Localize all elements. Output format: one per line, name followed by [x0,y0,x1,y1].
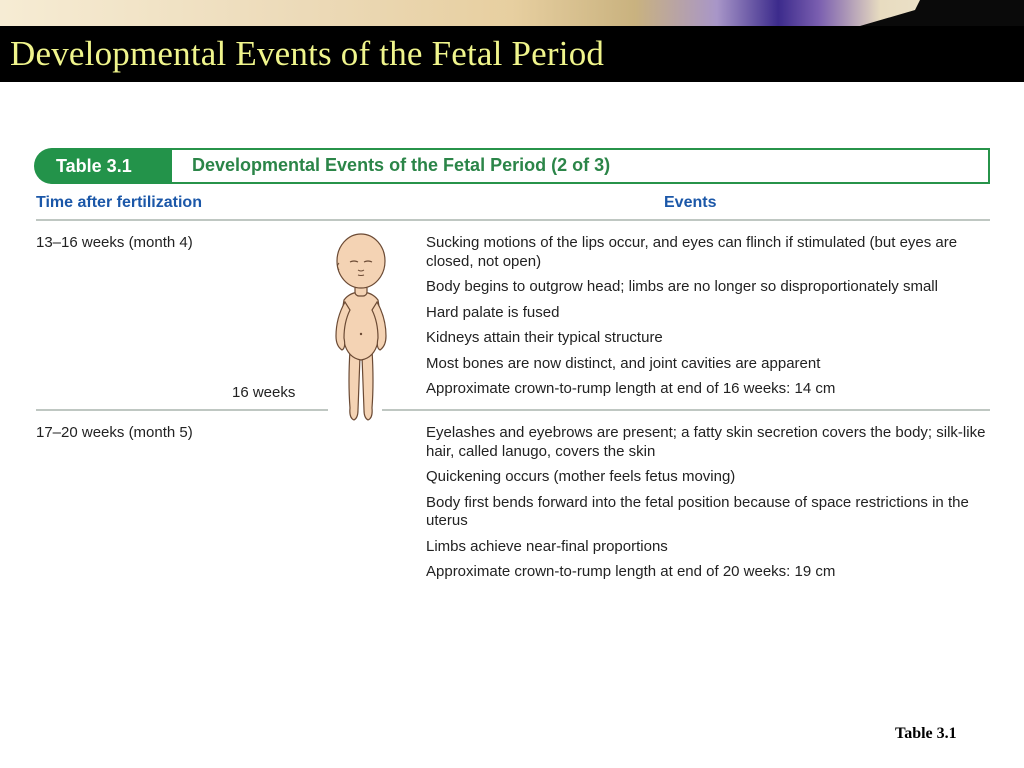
list-item: Kidneys attain their typical structure [426,329,663,346]
list-item: Approximate crown-to-rump length at end of 20 weeks: 19 cm [426,563,836,580]
event-list-month-4 [426,234,996,406]
fetus-illustration [328,232,394,428]
list-item: Body first bends forward into the fetal position because of space restrictions in the uterus [426,493,969,529]
row-time-month-5: 17–20 weeks (month 5) [36,424,193,441]
list-item: Body begins to outgrow head; limbs are no longer so disproportionately small [426,278,938,295]
table-number: Table 3.1 [34,148,172,184]
row-divider-left [36,409,328,411]
list-item: Approximate crown-to-rump length at end of 16 weeks: 14 cm [426,380,836,397]
row-divider-right [382,409,990,411]
list-item: Most bones are now distinct, and joint cavities are apparent [426,354,821,372]
list-item: Limbs achieve near-final proportions [426,537,668,555]
header-divider [36,219,990,221]
table-caption: Developmental Events of the Fetal Period (2 of 3) [192,155,611,175]
illustration-label: 16 weeks [232,384,296,401]
list-item: Eyelashes and eyebrows are present; a fatty skin secretion covers the body; silk-like hair, called lanugo, covers the skin [426,424,986,460]
list-item: Sucking motions of the lips occur, and eyes can flinch if stimulated (but eyes are closed, not open) [426,234,958,270]
slide-footer-label: Table 3.1 [895,725,957,742]
slide-title: Developmental Events of the Fetal Period [10,34,605,73]
list-item: Hard palate is fused [426,303,560,321]
column-header-time: Time after fertilization [36,194,202,211]
column-header-events: Events [664,194,717,211]
list-item: Quickening occurs (mother feels fetus moving) [426,468,736,485]
row-time-month-4: 13–16 weeks (month 4) [36,234,193,251]
event-list-month-5 [426,424,996,589]
decorative-banner [0,0,1024,26]
